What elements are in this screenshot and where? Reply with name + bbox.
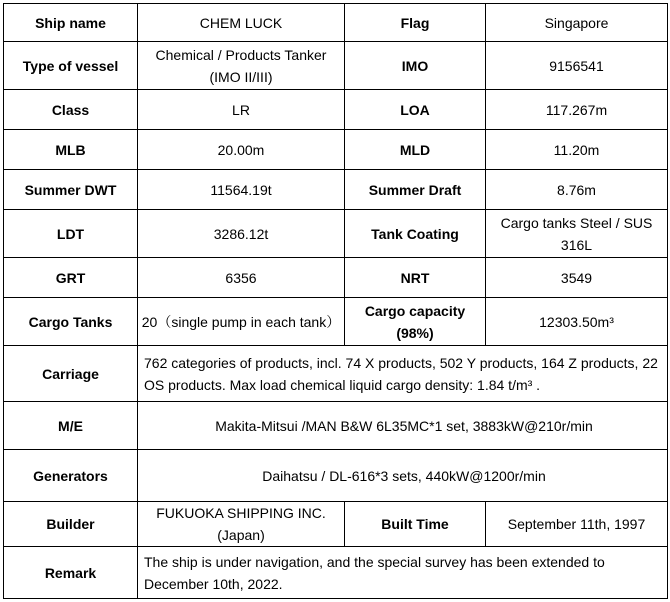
mld-value: 11.20m <box>486 130 668 170</box>
mld-label: MLD <box>345 130 486 170</box>
flag-label: Flag <box>345 4 486 42</box>
loa-value: 117.267m <box>486 90 668 130</box>
row-carriage <box>4 346 668 402</box>
summer-draft-label: Summer Draft <box>345 170 486 210</box>
cargo-capacity-value: 12303.50m³ <box>486 298 668 346</box>
cargo-tanks-value: 20（single pump in each tank） <box>138 298 345 346</box>
tank-coating-label: Tank Coating <box>345 210 486 258</box>
me-label: M/E <box>4 402 138 450</box>
class-label: Class <box>4 90 138 130</box>
row-ship-name <box>4 4 668 42</box>
remark-value: The ship is under navigation, and the special survey has been extended to December 10th, 2022. <box>138 547 668 599</box>
row-remark <box>4 547 668 599</box>
ldt-value: 3286.12t <box>138 210 345 258</box>
row-grt <box>4 258 668 298</box>
carriage-value: 762 categories of products, incl. 74 X products, 502 Y products, 164 Z products, 22 OS products. Max load chemical liquid cargo density: 1.84 t/m³ . <box>138 346 668 402</box>
mlb-label: MLB <box>4 130 138 170</box>
cargo-tanks-label: Cargo Tanks <box>4 298 138 346</box>
flag-value: Singapore <box>486 4 668 42</box>
generators-value: Daihatsu / DL-616*3 sets, 440kW@1200r/min <box>138 450 668 502</box>
carriage-label: Carriage <box>4 346 138 402</box>
nrt-value: 3549 <box>486 258 668 298</box>
grt-value: 6356 <box>138 258 345 298</box>
remark-label: Remark <box>4 547 138 599</box>
nrt-label: NRT <box>345 258 486 298</box>
row-vessel-type <box>4 42 668 90</box>
row-me <box>4 402 668 450</box>
summer-draft-value: 8.76m <box>486 170 668 210</box>
ldt-label: LDT <box>4 210 138 258</box>
cargo-capacity-label: Cargo capacity (98%) <box>345 298 486 346</box>
ship-name-label: Ship name <box>4 4 138 42</box>
loa-label: LOA <box>345 90 486 130</box>
summer-dwt-label: Summer DWT <box>4 170 138 210</box>
class-value: LR <box>138 90 345 130</box>
ship-name-value: CHEM LUCK <box>138 4 345 42</box>
mlb-value: 20.00m <box>138 130 345 170</box>
row-ldt <box>4 210 668 258</box>
me-value: Makita-Mitsui /MAN B&W 6L35MC*1 set, 3883kW@210r/min <box>138 402 668 450</box>
generators-label: Generators <box>4 450 138 502</box>
tank-coating-value: Cargo tanks Steel / SUS 316L <box>486 210 668 258</box>
built-time-value: September 11th, 1997 <box>486 502 668 547</box>
summer-dwt-value: 11564.19t <box>138 170 345 210</box>
vessel-type-label: Type of vessel <box>4 42 138 90</box>
ship-particulars-table <box>3 3 668 599</box>
imo-label: IMO <box>345 42 486 90</box>
builder-value: FUKUOKA SHIPPING INC.(Japan) <box>138 502 345 547</box>
row-generators <box>4 450 668 502</box>
builder-label: Builder <box>4 502 138 547</box>
grt-label: GRT <box>4 258 138 298</box>
row-class <box>4 90 668 130</box>
row-cargo-tanks <box>4 298 668 346</box>
row-summer-dwt <box>4 170 668 210</box>
built-time-label: Built Time <box>345 502 486 547</box>
imo-value: 9156541 <box>486 42 668 90</box>
vessel-type-value: Chemical / Products Tanker (IMO II/III) <box>138 42 345 90</box>
row-mlb <box>4 130 668 170</box>
row-builder <box>4 502 668 547</box>
